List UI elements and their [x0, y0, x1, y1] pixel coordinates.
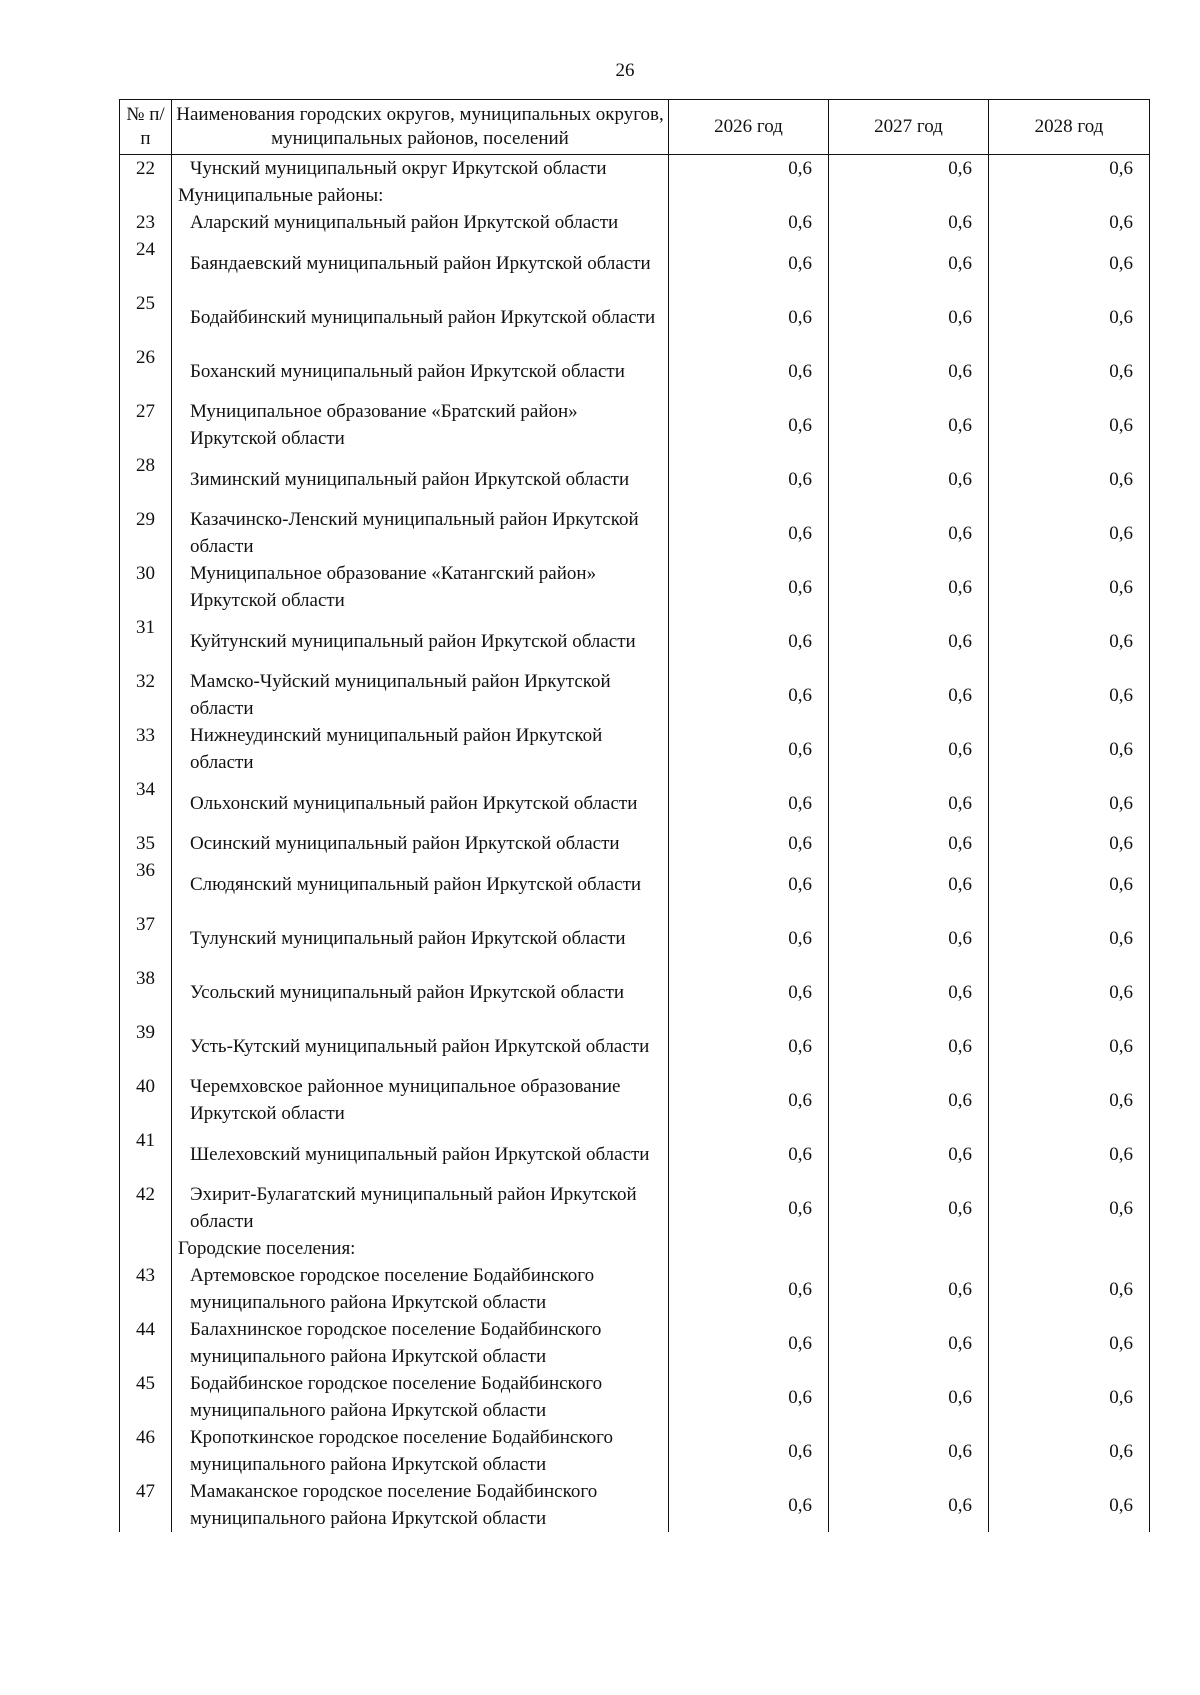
value-2028: 0,6 [989, 965, 1150, 1019]
table-row [120, 830, 1150, 857]
value-2027: 0,6 [829, 506, 989, 560]
value-2028: 0,6 [989, 209, 1150, 236]
value-2027: 0,6 [829, 1127, 989, 1181]
value-2026: 0,6 [669, 614, 829, 668]
value-2027: 0,6 [829, 1370, 989, 1424]
row-number: 39 [120, 1019, 172, 1073]
row-name: Черемховское районное муниципальное образование Иркутской области [172, 1073, 669, 1127]
value-2026: 0,6 [669, 1316, 829, 1370]
value-2028: 0,6 [989, 1019, 1150, 1073]
table-row [120, 1127, 1150, 1181]
row-number: 43 [120, 1262, 172, 1316]
row-name: Бодайбинский муниципальный район Иркутской области [172, 290, 669, 344]
table-row [120, 1370, 1150, 1424]
row-name: Нижнеудинский муниципальный район Иркутской области [172, 722, 669, 776]
value-2027: 0,6 [829, 1316, 989, 1370]
table-row [120, 1019, 1150, 1073]
value-2026: 0,6 [669, 1262, 829, 1316]
row-name: Осинский муниципальный район Иркутской области [172, 830, 669, 857]
value-2028: 0,6 [989, 614, 1150, 668]
value-2027: 0,6 [829, 1478, 989, 1532]
row-name: Баяндаевский муниципальный район Иркутской области [172, 236, 669, 290]
value-2026: 0,6 [669, 1370, 829, 1424]
table-body [120, 155, 1150, 1533]
value-2026: 0,6 [669, 911, 829, 965]
value-2027: 0,6 [829, 965, 989, 1019]
table-row [120, 857, 1150, 911]
table-row [120, 911, 1150, 965]
table-row [120, 1181, 1150, 1235]
row-number: 42 [120, 1181, 172, 1235]
table-row [120, 614, 1150, 668]
table-row [120, 1262, 1150, 1316]
row-name: Чунский муниципальный округ Иркутской области [172, 155, 669, 183]
value-2028: 0,6 [989, 1073, 1150, 1127]
row-name: Артемовское городское поселение Бодайбинского муниципального района Иркутской области [172, 1262, 669, 1316]
value-2028: 0,6 [989, 560, 1150, 614]
value-2026: 0,6 [669, 1127, 829, 1181]
empty-cell [989, 1235, 1150, 1262]
value-2028: 0,6 [989, 452, 1150, 506]
value-2027: 0,6 [829, 155, 989, 183]
section-row [120, 182, 1150, 209]
section-number-cell [120, 182, 172, 209]
row-number: 27 [120, 398, 172, 452]
value-2028: 0,6 [989, 722, 1150, 776]
row-number: 35 [120, 830, 172, 857]
table-row [120, 668, 1150, 722]
empty-cell [669, 1235, 829, 1262]
row-number: 28 [120, 452, 172, 506]
value-2027: 0,6 [829, 911, 989, 965]
row-number: 45 [120, 1370, 172, 1424]
empty-cell [829, 182, 989, 209]
row-name: Куйтунский муниципальный район Иркутской области [172, 614, 669, 668]
value-2026: 0,6 [669, 209, 829, 236]
value-2026: 0,6 [669, 1181, 829, 1235]
value-2026: 0,6 [669, 1073, 829, 1127]
row-name: Муниципальное образование «Братский район» Иркутской области [172, 398, 669, 452]
allocation-table [119, 99, 1150, 1532]
row-number: 32 [120, 668, 172, 722]
row-name: Усть-Кутский муниципальный район Иркутской области [172, 1019, 669, 1073]
table-row [120, 209, 1150, 236]
empty-cell [669, 182, 829, 209]
row-number: 23 [120, 209, 172, 236]
row-name: Слюдянский муниципальный район Иркутской области [172, 857, 669, 911]
table-row [120, 1073, 1150, 1127]
row-number: 47 [120, 1478, 172, 1532]
table-header [120, 100, 1150, 155]
row-number: 22 [120, 155, 172, 183]
row-number: 46 [120, 1424, 172, 1478]
row-name: Аларский муниципальный район Иркутской области [172, 209, 669, 236]
value-2026: 0,6 [669, 155, 829, 183]
value-2026: 0,6 [669, 236, 829, 290]
value-2027: 0,6 [829, 1073, 989, 1127]
table-row [120, 722, 1150, 776]
row-number: 44 [120, 1316, 172, 1370]
row-name: Шелеховский муниципальный район Иркутской области [172, 1127, 669, 1181]
value-2028: 0,6 [989, 911, 1150, 965]
value-2026: 0,6 [669, 398, 829, 452]
row-name: Боханский муниципальный район Иркутской области [172, 344, 669, 398]
header-2027: 2027 год [829, 100, 989, 155]
value-2028: 0,6 [989, 1370, 1150, 1424]
table-row [120, 398, 1150, 452]
value-2027: 0,6 [829, 209, 989, 236]
table-row [120, 1316, 1150, 1370]
value-2028: 0,6 [989, 776, 1150, 830]
value-2026: 0,6 [669, 965, 829, 1019]
value-2027: 0,6 [829, 452, 989, 506]
value-2027: 0,6 [829, 776, 989, 830]
value-2028: 0,6 [989, 1424, 1150, 1478]
value-2028: 0,6 [989, 398, 1150, 452]
row-number: 34 [120, 776, 172, 830]
row-number: 31 [120, 614, 172, 668]
table-row [120, 506, 1150, 560]
value-2027: 0,6 [829, 1424, 989, 1478]
value-2028: 0,6 [989, 1181, 1150, 1235]
table-row [120, 290, 1150, 344]
value-2026: 0,6 [669, 452, 829, 506]
value-2026: 0,6 [669, 560, 829, 614]
row-number: 29 [120, 506, 172, 560]
row-name: Муниципальное образование «Катангский район» Иркутской области [172, 560, 669, 614]
value-2028: 0,6 [989, 155, 1150, 183]
value-2028: 0,6 [989, 1478, 1150, 1532]
section-heading: Муниципальные районы: [172, 182, 669, 209]
value-2026: 0,6 [669, 1019, 829, 1073]
value-2027: 0,6 [829, 722, 989, 776]
value-2026: 0,6 [669, 830, 829, 857]
row-name: Ольхонский муниципальный район Иркутской области [172, 776, 669, 830]
value-2026: 0,6 [669, 506, 829, 560]
value-2027: 0,6 [829, 236, 989, 290]
value-2028: 0,6 [989, 857, 1150, 911]
section-number-cell [120, 1235, 172, 1262]
table-row [120, 560, 1150, 614]
row-name: Бодайбинское городское поселение Бодайбинского муниципального района Иркутской области [172, 1370, 669, 1424]
row-name: Кропоткинское городское поселение Бодайбинского муниципального района Иркутской области [172, 1424, 669, 1478]
value-2027: 0,6 [829, 560, 989, 614]
empty-cell [989, 182, 1150, 209]
value-2027: 0,6 [829, 668, 989, 722]
value-2028: 0,6 [989, 1127, 1150, 1181]
value-2027: 0,6 [829, 1181, 989, 1235]
value-2028: 0,6 [989, 236, 1150, 290]
value-2027: 0,6 [829, 1019, 989, 1073]
row-name: Балахнинское городское поселение Бодайбинского муниципального района Иркутской области [172, 1316, 669, 1370]
value-2028: 0,6 [989, 1316, 1150, 1370]
row-number: 33 [120, 722, 172, 776]
value-2026: 0,6 [669, 776, 829, 830]
section-row [120, 1235, 1150, 1262]
table-row [120, 1424, 1150, 1478]
header-name: Наименования городских округов, муниципальных округов, муниципальных районов, поселений [172, 100, 669, 155]
value-2026: 0,6 [669, 290, 829, 344]
value-2026: 0,6 [669, 857, 829, 911]
row-name: Зиминский муниципальный район Иркутской области [172, 452, 669, 506]
row-number: 25 [120, 290, 172, 344]
value-2026: 0,6 [669, 668, 829, 722]
row-number: 36 [120, 857, 172, 911]
row-number: 24 [120, 236, 172, 290]
value-2027: 0,6 [829, 830, 989, 857]
value-2027: 0,6 [829, 398, 989, 452]
table-row [120, 776, 1150, 830]
section-heading: Городские поселения: [172, 1235, 669, 1262]
table-row [120, 452, 1150, 506]
row-number: 40 [120, 1073, 172, 1127]
value-2027: 0,6 [829, 290, 989, 344]
table-row [120, 155, 1150, 183]
row-name: Тулунский муниципальный район Иркутской области [172, 911, 669, 965]
row-name: Мамско-Чуйский муниципальный район Иркутской области [172, 668, 669, 722]
row-name: Казачинско-Ленский муниципальный район Иркутской области [172, 506, 669, 560]
value-2027: 0,6 [829, 614, 989, 668]
value-2028: 0,6 [989, 668, 1150, 722]
allocation-table-container [119, 99, 1149, 1532]
row-number: 26 [120, 344, 172, 398]
row-name: Эхирит-Булагатский муниципальный район Иркутской области [172, 1181, 669, 1235]
header-2026: 2026 год [669, 100, 829, 155]
row-number: 38 [120, 965, 172, 1019]
table-row [120, 236, 1150, 290]
value-2028: 0,6 [989, 1262, 1150, 1316]
row-name: Усольский муниципальный район Иркутской области [172, 965, 669, 1019]
table-row [120, 344, 1150, 398]
header-number: № п/п [120, 100, 172, 155]
value-2027: 0,6 [829, 1262, 989, 1316]
value-2028: 0,6 [989, 830, 1150, 857]
row-name: Мамаканское городское поселение Бодайбинского муниципального района Иркутской области [172, 1478, 669, 1532]
empty-cell [829, 1235, 989, 1262]
row-number: 37 [120, 911, 172, 965]
value-2028: 0,6 [989, 506, 1150, 560]
value-2028: 0,6 [989, 344, 1150, 398]
value-2026: 0,6 [669, 1424, 829, 1478]
header-2028: 2028 год [989, 100, 1150, 155]
value-2027: 0,6 [829, 857, 989, 911]
value-2028: 0,6 [989, 290, 1150, 344]
page-number: 26 [615, 60, 635, 81]
row-number: 41 [120, 1127, 172, 1181]
row-number: 30 [120, 560, 172, 614]
value-2026: 0,6 [669, 722, 829, 776]
value-2026: 0,6 [669, 1478, 829, 1532]
value-2026: 0,6 [669, 344, 829, 398]
table-row [120, 1478, 1150, 1532]
value-2027: 0,6 [829, 344, 989, 398]
table-row [120, 965, 1150, 1019]
